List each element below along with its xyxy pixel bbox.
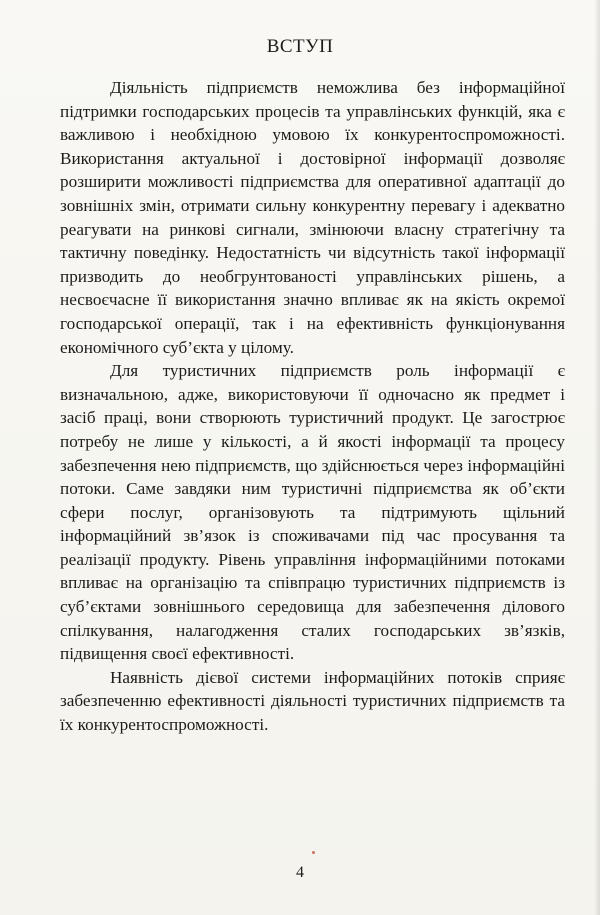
scan-mark [312, 851, 315, 854]
paragraph: Діяльність підприємств неможлива без інформаційної підтримки господарських процесів та управлінських функцій, яка є важливою і необхідною умовою їх конкурентоспроможності. Використання актуальної і достовірної інформації дозволяє розширити можливості підприємства для оперативної адаптації до зовнішніх змін, отримати сильну конкурентну перевагу і адекватно реагувати на ринкові сигнали, змінюючи власну стратегічну та тактичну поведінку. Недостатність чи відсутність такої інформації призводить до необгрунтованості управлінських рішень, а несвоєчасне її використання значно впливає як на якість окремої господарської операції, так і на ефективність функціонування економічного суб’єкта у цілому. [60, 78, 565, 357]
paragraph: Наявність дієвої системи інформаційних потоків сприяє забезпеченню ефективності діяльності туристичних підприємств та їх конкурентоспроможності. [60, 667, 565, 735]
paragraph: Для туристичних підприємств роль інформації є визначальною, адже, використовуючи її одночасно як предмет і засіб праці, вони створюють туристичний продукт. Це загострює потребу не лише у кількості, а й якості інформації та процесу забезпечення нею підприємств, що здійснюється через інформаційні потоки. Саме завдяки ним туристичні підприємства як об’єкти сфери послуг, організовують та підтримують щільний інформаційний зв’язок із споживачами під час просування та реалізації продукту. Рівень управління інформаційними потоками впливає на організацію та співпрацю туристичних підприємств із суб’єктами зовнішнього середовища для забезпечення ділового спілкування, налагодження сталих господарських зв’язків, підвищення своєї ефективності. [60, 361, 565, 664]
page-number: 4 [296, 864, 304, 881]
page-title: ВСТУП [266, 36, 334, 57]
document-body [60, 76, 565, 737]
